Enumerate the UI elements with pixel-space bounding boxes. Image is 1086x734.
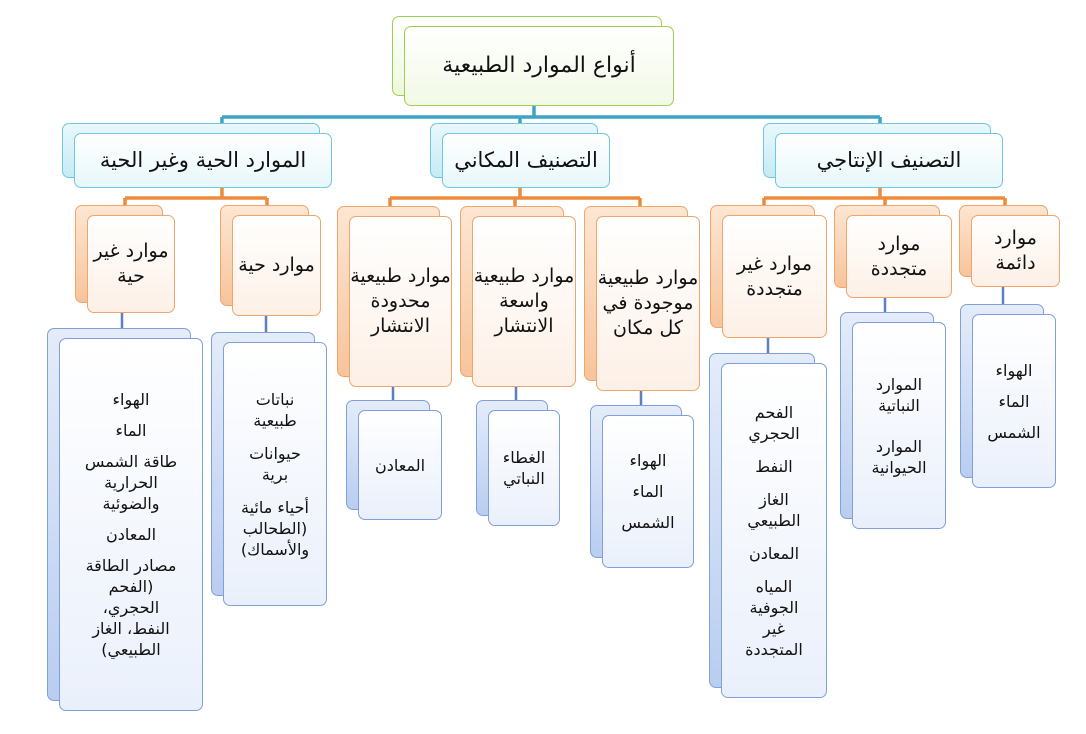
example-item: حيوانات برية (249, 443, 301, 484)
root-node (404, 26, 674, 106)
type-renewable (846, 215, 952, 298)
example-item: الشمس (621, 513, 675, 532)
type-title: موارد غير متجددة (736, 252, 813, 300)
root-title: أنواع الموارد الطبيعية (442, 53, 636, 78)
category-spatial (442, 133, 610, 188)
example-item: الشمس (987, 422, 1041, 442)
examples-renewable (852, 322, 946, 529)
type-title: موارد طبيعية موجودة في كل مكان (597, 267, 699, 339)
examples-living (223, 342, 327, 606)
examples-widespread (488, 410, 560, 526)
example-item: الهواء (629, 451, 667, 470)
examples-permanent (972, 314, 1056, 488)
example-item: الماء (632, 482, 664, 501)
type-title: موارد طبيعية محدودة الانتشار (350, 265, 451, 337)
type-permanent (971, 215, 1060, 287)
example-item: الغاز الطبيعي (747, 489, 801, 530)
type-limited (349, 216, 452, 387)
example-item: النفط (755, 456, 793, 476)
example-item: الغطاء النباتي (502, 448, 546, 488)
example-item: الهواء (112, 390, 150, 409)
example-item: المياه الجوفية غير المتجددة (745, 576, 803, 659)
example-item: نباتات طبيعية (253, 389, 297, 430)
type-title: موارد متجددة (870, 232, 928, 280)
examples-limited (358, 410, 442, 520)
example-item: الماء (115, 421, 147, 440)
example-item: الموارد النباتية (875, 374, 923, 415)
example-item: الهواء (995, 360, 1033, 380)
example-item: مصادر الطاقة (الفحم الحجري، النفط، الغاز الطبيعي) (85, 556, 177, 659)
type-everywhere (596, 216, 700, 391)
type-title: موارد غير حية (93, 240, 169, 287)
examples-everywhere (602, 415, 694, 568)
type-title: موارد دائمة (994, 227, 1037, 274)
category-title: التصنيف المكاني (454, 148, 598, 172)
example-item: أحياء مائية (الطحالب والأسماك) (240, 497, 310, 559)
category-productive (775, 133, 1003, 188)
type-nonrenewable (722, 215, 827, 338)
category-title: الموارد الحية وغير الحية (99, 148, 307, 172)
example-item: المعادن (748, 543, 800, 563)
example-item: طاقة الشمس الحرارية والضوئية (84, 452, 178, 513)
examples-nonrenewable (721, 363, 827, 698)
type-widespread (472, 216, 576, 387)
examples-nonliving (59, 338, 203, 711)
type-living (232, 215, 321, 316)
category-living-nonliving (74, 133, 332, 188)
example-item: الموارد الحيوانية (871, 436, 927, 477)
type-nonliving (87, 215, 175, 313)
example-item: المعادن (374, 455, 426, 475)
example-item: الماء (998, 391, 1030, 411)
type-title: موارد حية (238, 254, 315, 276)
example-item: المعادن (105, 525, 157, 544)
category-title: التصنيف الإنتاجي (816, 148, 962, 172)
example-item: الفحم الحجري (748, 402, 800, 443)
type-title: موارد طبيعية واسعة الانتشار (473, 265, 575, 337)
